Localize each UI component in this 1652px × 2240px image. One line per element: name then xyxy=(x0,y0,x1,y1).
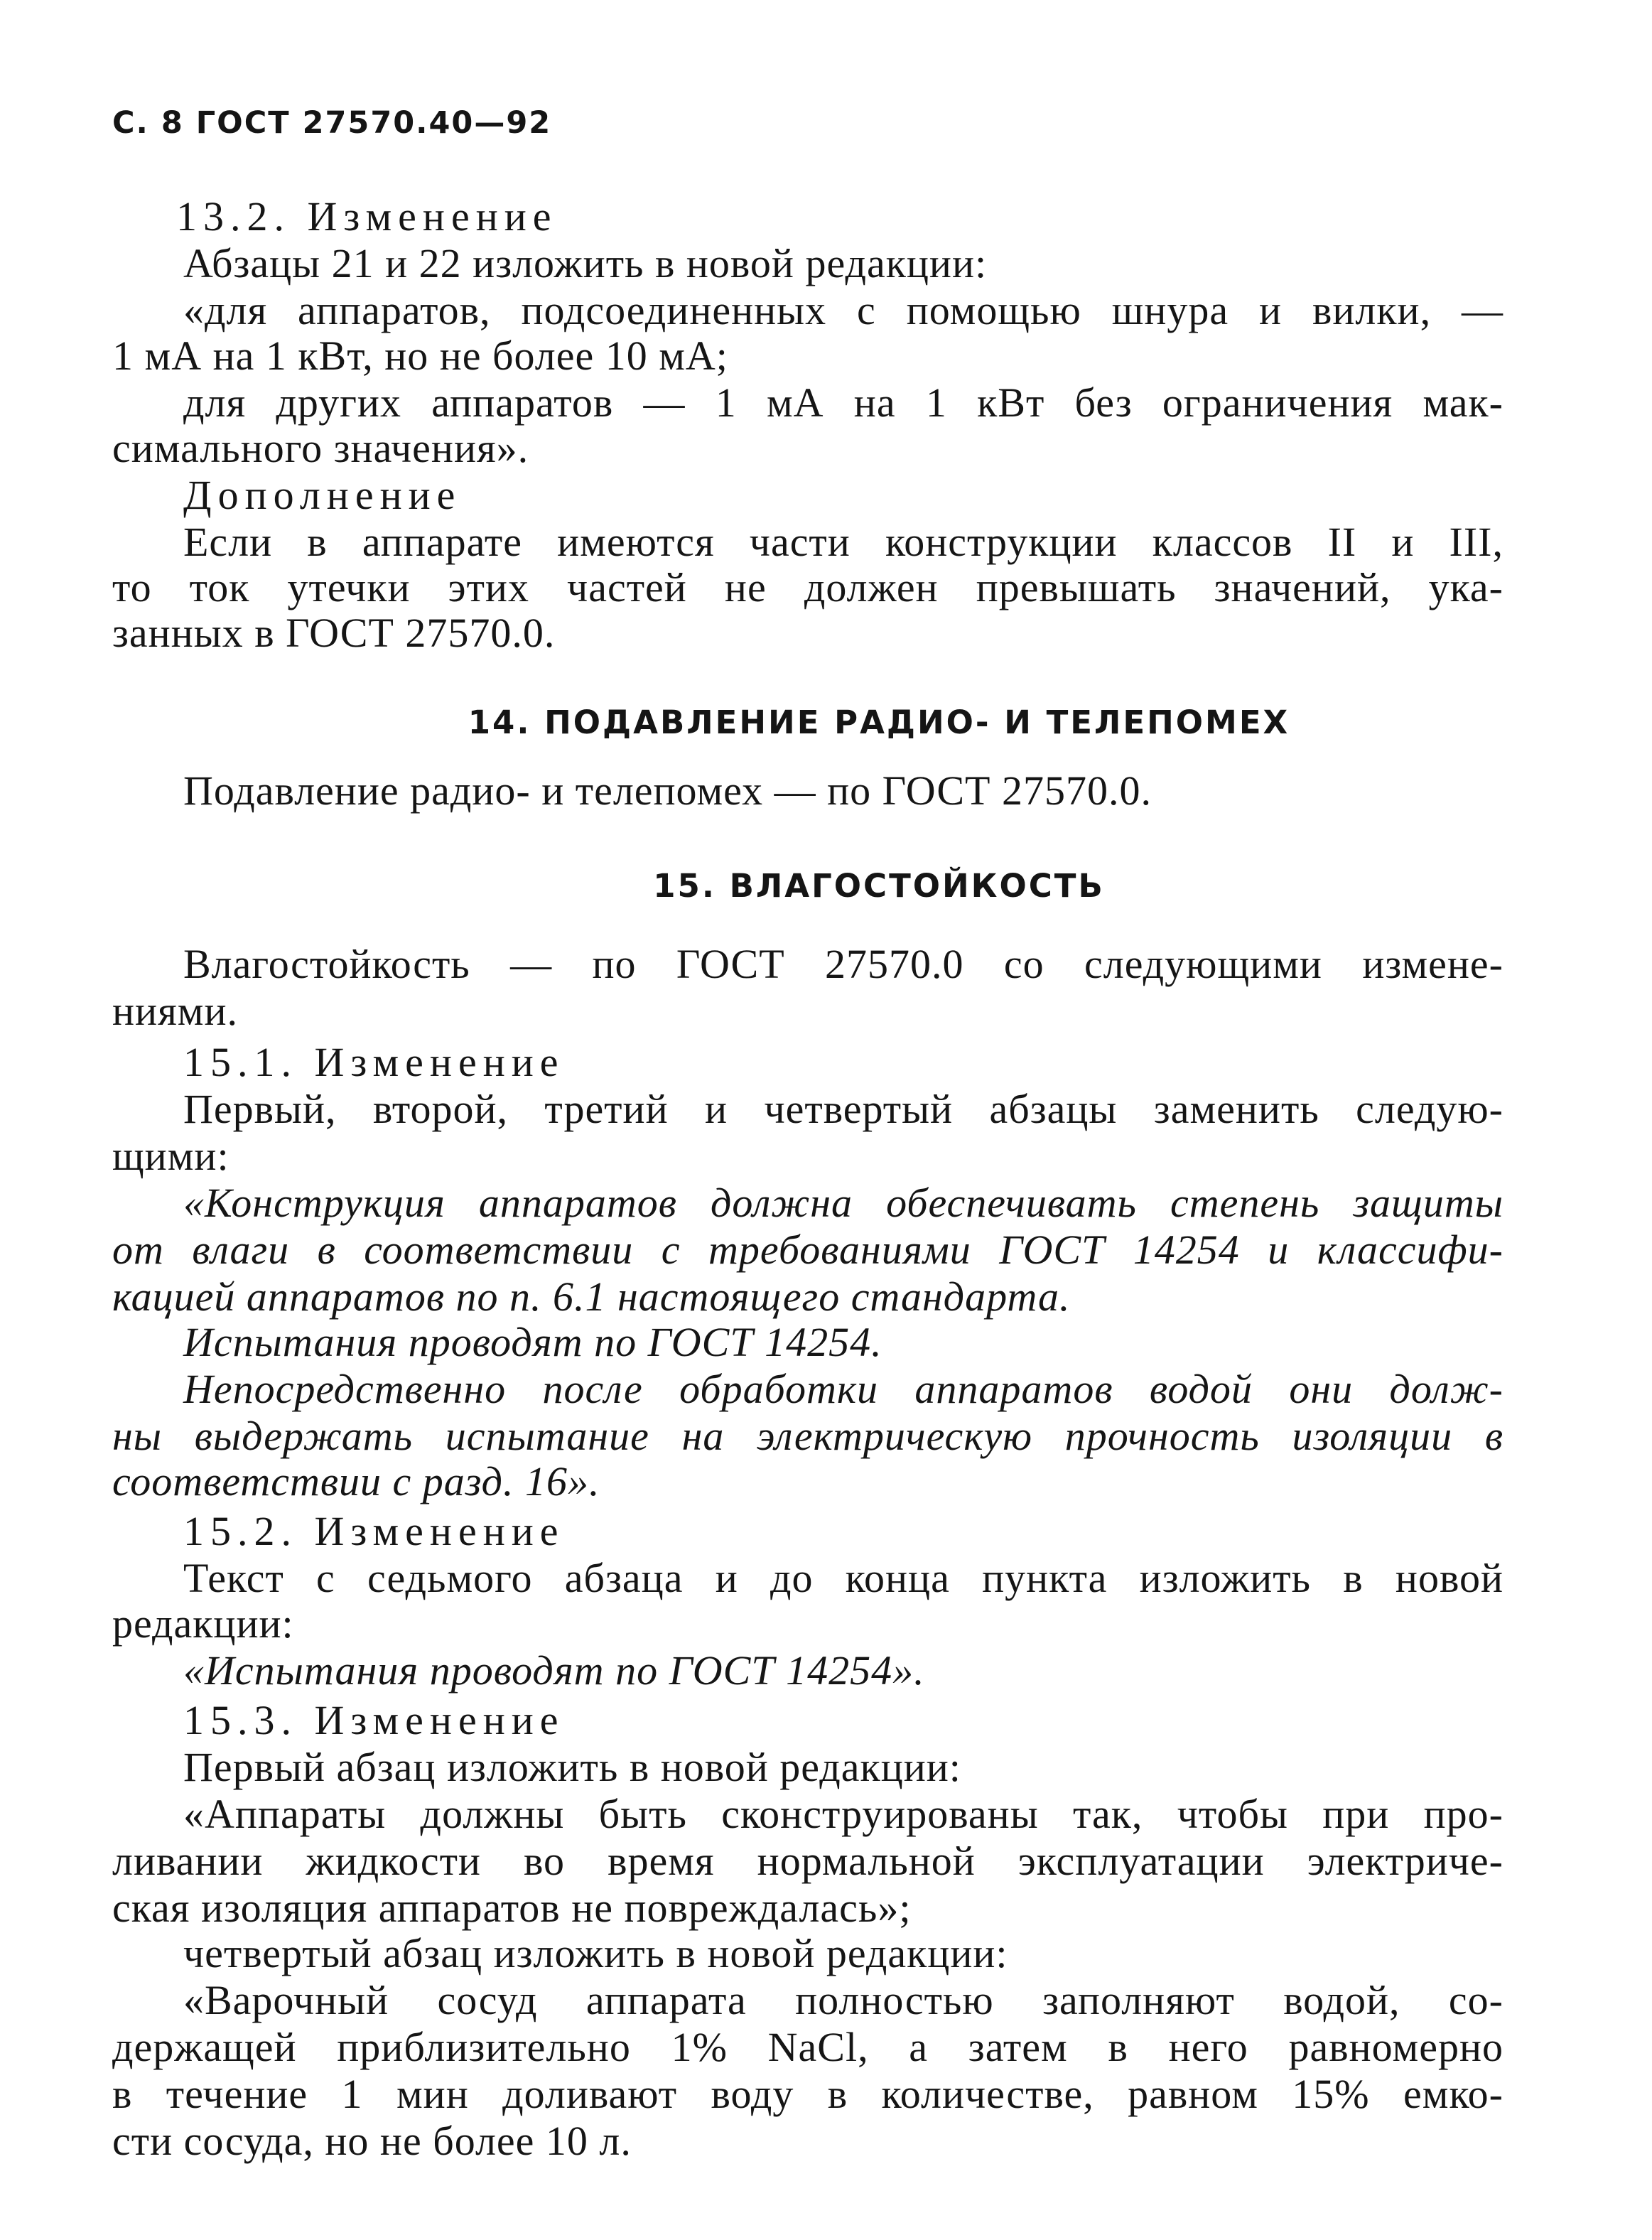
paragraph-line: то ток утечки этих частей не должен превышать значений, ука- xyxy=(112,564,1503,610)
paragraph-line: щими: xyxy=(112,1133,230,1179)
paragraph-line: Текст с седьмого абзаца и до конца пункта изложить в новой xyxy=(183,1555,1503,1601)
paragraph-line: Непосредственно после обработки аппаратов водой они долж- xyxy=(183,1366,1503,1412)
paragraph-line: Испытания проводят по ГОСТ 14254. xyxy=(183,1319,882,1365)
paragraph-line: ны выдержать испытание на электрическую прочность изоляции в xyxy=(112,1413,1503,1459)
paragraph-line: Первый абзац изложить в новой редакции: xyxy=(183,1744,961,1790)
paragraph-line: кацией аппаратов по п. 6.1 настоящего стандарта. xyxy=(112,1274,1071,1320)
paragraph-line: сти сосуда, но не более 10 л. xyxy=(112,2118,632,2164)
paragraph-line: 1 мА на 1 кВт, но не более 10 мА; xyxy=(112,333,728,379)
paragraph-line: четвертый абзац изложить в новой редакции: xyxy=(183,1930,1008,1976)
paragraph-line: держащей приблизительно 1% NaCl, а затем в него равномерно xyxy=(112,2024,1503,2070)
page-header: С. 8 ГОСТ 27570.40—92 xyxy=(112,105,552,141)
paragraph-line: «для аппаратов, подсоединенных с помощью шнура и вилки, — xyxy=(183,287,1503,333)
section-title: 15. ВЛАГОСТОЙКОСТЬ xyxy=(653,867,1105,905)
paragraph-line: ская изоляция аппаратов не повреждалась»; xyxy=(112,1885,912,1931)
clause-heading: 15.2. Изменение xyxy=(183,1508,565,1554)
clause-heading: 13.2. Изменение xyxy=(176,193,558,239)
paragraph-line: редакции: xyxy=(112,1600,294,1647)
paragraph-line: Первый, второй, третий и четвертый абзацы заменить следую- xyxy=(183,1086,1503,1132)
paragraph-line: в течение 1 мин доливают воду в количестве, равном 15% емко- xyxy=(112,2071,1503,2117)
paragraph-line: «Испытания проводят по ГОСТ 14254». xyxy=(183,1647,925,1694)
paragraph-line: ниями. xyxy=(112,988,238,1034)
clause-heading: Дополнение xyxy=(183,472,462,518)
paragraph-line: соответствии с разд. 16». xyxy=(112,1458,600,1504)
paragraph-line: Если в аппарате имеются части конструкции классов II и III, xyxy=(183,519,1503,565)
paragraph-line: Абзацы 21 и 22 изложить в новой редакции: xyxy=(183,240,988,286)
paragraph-line: Влагостойкость — по ГОСТ 27570.0 со следующими измене- xyxy=(183,941,1503,987)
paragraph-line: «Варочный сосуд аппарата полностью заполняют водой, со- xyxy=(183,1977,1503,2023)
paragraph-line: «Аппараты должны быть сконструированы так, чтобы при про- xyxy=(183,1791,1503,1837)
clause-heading: 15.1. Изменение xyxy=(183,1039,565,1085)
paragraph-line: «Конструкция аппаратов должна обеспечивать степень защиты xyxy=(183,1180,1503,1226)
paragraph-line: занных в ГОСТ 27570.0. xyxy=(112,610,556,656)
paragraph-line: от влаги в соответствии с требованиями ГОСТ 14254 и классифи- xyxy=(112,1227,1503,1273)
clause-heading: 15.3. Изменение xyxy=(183,1697,565,1743)
paragraph-line: для других аппаратов — 1 мА на 1 кВт без ограничения мак- xyxy=(183,379,1503,426)
paragraph-line: Подавление радио- и телепомех — по ГОСТ 27570.0. xyxy=(183,768,1152,814)
paragraph-line: ливании жидкости во время нормальной эксплуатации электриче- xyxy=(112,1838,1503,1884)
paragraph-line: симального значения». xyxy=(112,425,529,471)
section-title: 14. ПОДАВЛЕНИЕ РАДИО- И ТЕЛЕПОМЕХ xyxy=(468,704,1290,741)
